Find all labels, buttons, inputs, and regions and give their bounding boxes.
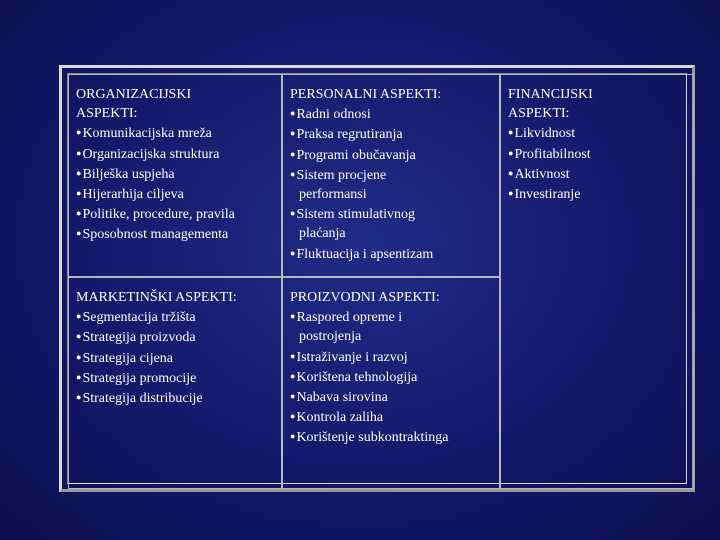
list-item: ●Raspored opreme i — [290, 310, 403, 326]
list-item: ●Hijerarhija ciljeva — [76, 187, 184, 203]
bullet-icon: ● — [290, 148, 296, 159]
cell-proizvodni — [282, 277, 500, 489]
bullet-icon: ● — [290, 247, 296, 258]
list-item: ●Strategija cijena — [76, 350, 174, 366]
list-item-continuation: plaćanja — [299, 226, 346, 242]
bullet-icon: ● — [508, 188, 514, 199]
list-item: ●Investiranje — [508, 187, 581, 203]
list-item: ●Politike, procedure, pravila — [76, 207, 235, 223]
cell-marketinski — [68, 277, 282, 489]
cell-title: ORGANIZACIJSKI — [76, 87, 192, 102]
list-item: ●Likvidnost — [508, 126, 576, 142]
cell-financijski — [500, 74, 694, 489]
bullet-icon: ● — [76, 331, 82, 342]
list-item: ●Programi obučavanja — [290, 147, 416, 163]
list-item: ●Fluktuacija i apsentizam — [290, 246, 434, 262]
bullet-icon: ● — [290, 370, 296, 381]
list-item-continuation: postrojenja — [299, 329, 362, 345]
list-item: ●Korištenje subkontraktinga — [290, 430, 449, 446]
bullet-icon: ● — [76, 228, 82, 239]
list-item: ●Bilješka uspjeha — [76, 166, 175, 182]
bullet-icon: ● — [290, 431, 296, 442]
list-item: ●Strategija proizvoda — [76, 330, 196, 346]
bullet-icon: ● — [290, 411, 296, 422]
list-item: ●Organizacijska struktura — [76, 146, 220, 162]
bullet-icon: ● — [508, 127, 514, 138]
bullet-icon: ● — [76, 147, 82, 158]
list-item: ●Profitabilnost — [508, 146, 591, 162]
bullet-icon: ● — [76, 188, 82, 199]
bullet-icon: ● — [76, 208, 82, 219]
bullet-icon: ● — [76, 167, 82, 178]
bullet-icon: ● — [290, 311, 296, 322]
bullet-icon: ● — [508, 147, 514, 158]
bullet-icon: ● — [290, 168, 296, 179]
aspects-table — [67, 73, 687, 484]
bullet-icon: ● — [290, 208, 296, 219]
cell-title: FINANCIJSKI — [508, 87, 593, 102]
list-item: ●Kontrola zaliha — [290, 410, 384, 426]
bullet-icon: ● — [76, 351, 82, 362]
bullet-icon: ● — [290, 391, 296, 402]
cell-title: ASPEKTI: — [76, 106, 138, 122]
list-item: ●Sistem stimulativnog — [290, 207, 416, 223]
list-item-continuation: performansi — [299, 187, 367, 203]
cell-personalni — [282, 74, 500, 277]
cell-title: MARKETINŠKI ASPEKTI: — [76, 290, 237, 305]
list-item: ●Sposobnost managementa — [76, 227, 229, 243]
bullet-icon: ● — [290, 108, 296, 119]
bullet-icon: ● — [290, 350, 296, 361]
bullet-icon: ● — [76, 311, 82, 322]
list-item: ●Istraživanje i razvoj — [290, 349, 408, 365]
list-item: ●Segmentacija tržišta — [76, 310, 196, 326]
bullet-icon: ● — [508, 167, 514, 178]
cell-title: PROIZVODNI ASPEKTI: — [290, 290, 440, 305]
list-item: ●Aktivnost — [508, 166, 570, 182]
list-item: ●Nabava sirovina — [290, 390, 388, 406]
cell-organizacijski — [68, 74, 282, 277]
list-item: ●Praksa regrutiranja — [290, 127, 403, 143]
cell-title: PERSONALNI ASPEKTI: — [290, 87, 442, 102]
list-item: ●Sistem procjene — [290, 167, 387, 183]
aspects-table-frame — [59, 65, 695, 492]
list-item: ●Strategija distribucije — [76, 391, 203, 407]
bullet-icon: ● — [76, 392, 82, 403]
list-item: ●Radni odnosi — [290, 107, 371, 123]
bullet-icon: ● — [290, 128, 296, 139]
cell-title: ASPEKTI: — [508, 106, 570, 122]
bullet-icon: ● — [76, 127, 82, 138]
list-item: ●Korištena tehnologija — [290, 369, 418, 385]
list-item: ●Strategija promocije — [76, 370, 197, 386]
bullet-icon: ● — [76, 371, 82, 382]
list-item: ●Komunikacijska mreža — [76, 126, 212, 142]
